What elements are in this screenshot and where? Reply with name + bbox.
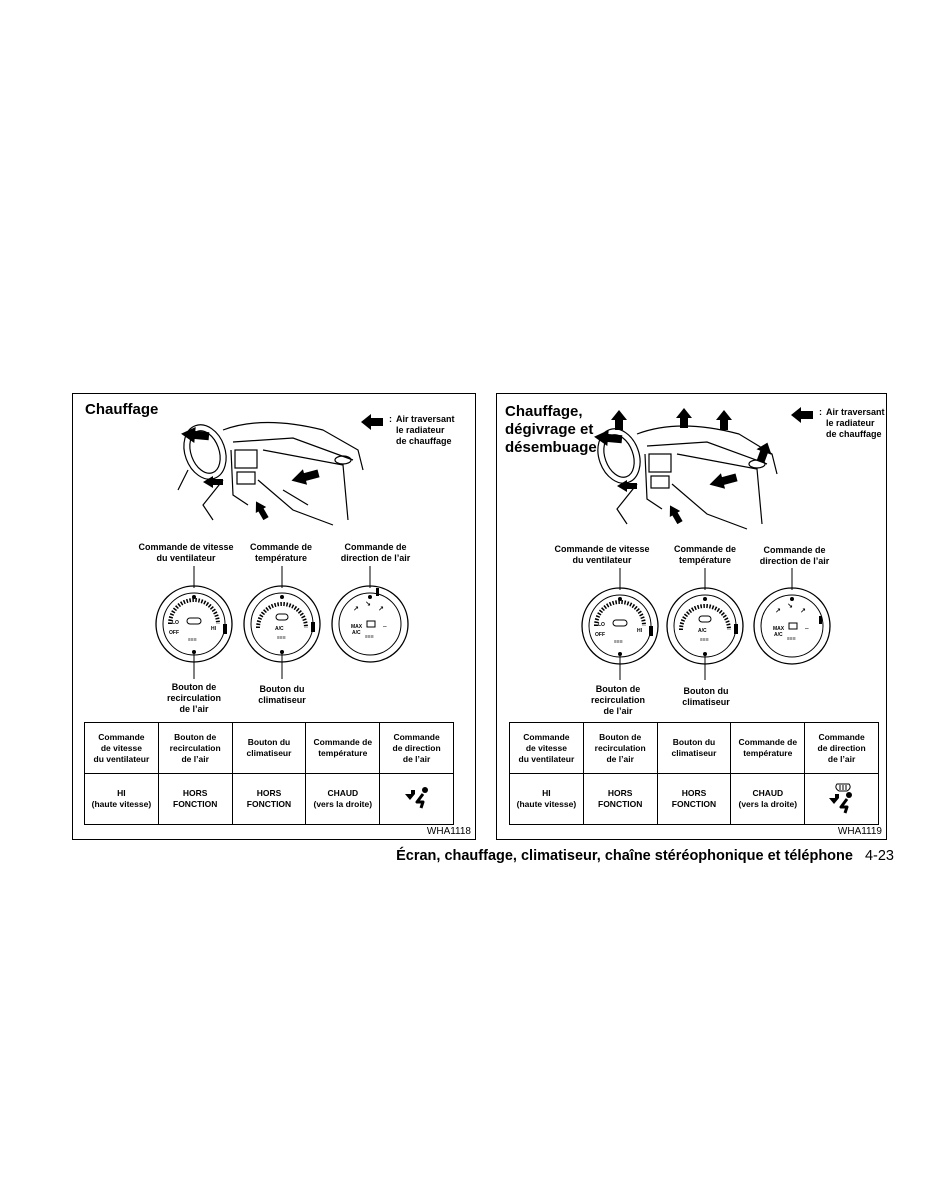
settings-table bbox=[509, 722, 879, 825]
temperature-label: Commande de température bbox=[673, 544, 736, 565]
svg-text:OFF: OFF bbox=[169, 630, 179, 636]
table-cell: HORS FONCTION bbox=[583, 774, 657, 825]
svg-text:≡≡≡: ≡≡≡ bbox=[277, 635, 286, 641]
legend-line: Air traversant bbox=[396, 414, 455, 424]
svg-text:≡≡≡: ≡≡≡ bbox=[700, 637, 709, 643]
control-knobs bbox=[497, 566, 886, 686]
figure-heating-defrost bbox=[496, 393, 887, 840]
legend-line: de chauffage bbox=[826, 429, 882, 439]
figure-title: Chauffage bbox=[85, 401, 159, 418]
page-number: 4-23 bbox=[864, 848, 894, 864]
svg-text:A/C: A/C bbox=[352, 630, 361, 636]
legend-line: Air traversant bbox=[826, 407, 885, 417]
ac-label: Bouton du climatiseur bbox=[682, 686, 730, 707]
table-cell: HI (haute vitesse) bbox=[510, 774, 584, 825]
dashboard-illustration bbox=[589, 406, 789, 541]
temperature-label: Commande de température bbox=[249, 542, 312, 563]
table-cell: HI (haute vitesse) bbox=[85, 774, 159, 825]
legend-line: le radiateur bbox=[826, 418, 875, 428]
header-cell: Bouton du climatiseur bbox=[657, 723, 731, 774]
header-cell: Commande de vitesse du ventilateur bbox=[85, 723, 159, 774]
header-cell: Commande de direction de l’air bbox=[380, 723, 454, 774]
header-cell: Commande de direction de l’air bbox=[805, 723, 879, 774]
svg-text:MAX: MAX bbox=[351, 624, 363, 630]
legend-line: de chauffage bbox=[396, 436, 452, 446]
table-cell: HORS FONCTION bbox=[232, 774, 306, 825]
table-cell bbox=[380, 774, 454, 825]
svg-text:↘: ↘ bbox=[787, 603, 793, 610]
figure-heating bbox=[72, 393, 476, 840]
air-direction-knob bbox=[754, 568, 830, 664]
fan-speed-label: Commande de vitesse du ventilateur bbox=[554, 544, 650, 565]
svg-text:A/C: A/C bbox=[275, 626, 284, 632]
svg-text:↘: ↘ bbox=[365, 601, 371, 608]
legend: : Air traversant le radiateur de chauffage bbox=[791, 407, 885, 440]
foot-vent-icon bbox=[403, 786, 431, 810]
settings-table bbox=[84, 722, 454, 825]
svg-text:LO: LO bbox=[598, 622, 605, 628]
control-knobs bbox=[73, 564, 473, 684]
svg-text:⌔: ⌔ bbox=[382, 626, 388, 632]
figure-code: WHA1119 bbox=[837, 826, 882, 837]
svg-text:≡≡≡: ≡≡≡ bbox=[365, 634, 374, 640]
table-cell: CHAUD (vers la droite) bbox=[306, 774, 380, 825]
svg-text:A/C: A/C bbox=[774, 632, 783, 638]
svg-text:OFF: OFF bbox=[595, 632, 605, 638]
table-cell: CHAUD (vers la droite) bbox=[731, 774, 805, 825]
header-cell: Commande de température bbox=[731, 723, 805, 774]
svg-text:HI: HI bbox=[211, 626, 216, 632]
svg-text:⌔: ⌔ bbox=[804, 628, 810, 634]
table-cell bbox=[805, 774, 879, 825]
header-cell: Commande de vitesse du ventilateur bbox=[510, 723, 584, 774]
air-direction-knob bbox=[332, 566, 408, 662]
table-cell: HORS FONCTION bbox=[158, 774, 232, 825]
header-cell: Bouton de recirculation de l’air bbox=[583, 723, 657, 774]
page-footer bbox=[0, 848, 894, 864]
ac-label: Bouton du climatiseur bbox=[258, 684, 306, 705]
svg-text:A/C: A/C bbox=[698, 628, 707, 634]
table-cell: HORS FONCTION bbox=[657, 774, 731, 825]
header-cell: Commande de température bbox=[306, 723, 380, 774]
air-direction-label: Commande de direction de l’air bbox=[759, 545, 830, 566]
svg-text:≡≡≡: ≡≡≡ bbox=[787, 636, 796, 642]
air-direction-label: Commande de direction de l’air bbox=[340, 542, 411, 563]
recirc-label: Bouton de recirculation de l’air bbox=[166, 682, 222, 714]
temperature-knob bbox=[667, 568, 743, 680]
svg-text:↗: ↗ bbox=[378, 606, 384, 613]
fan-speed-knob bbox=[582, 568, 658, 680]
legend-line: le radiateur bbox=[396, 425, 445, 435]
defrost-foot-icon bbox=[827, 782, 857, 814]
figure-code: WHA1118 bbox=[426, 826, 471, 837]
recirc-label: Bouton de recirculation de l’air bbox=[590, 684, 646, 716]
svg-text:↗: ↗ bbox=[800, 608, 806, 615]
airflow-arrow-icon bbox=[791, 407, 813, 423]
svg-text:LO: LO bbox=[172, 620, 179, 626]
fan-speed-label: Commande de vitesse du ventilateur bbox=[138, 542, 234, 563]
svg-text:MAX: MAX bbox=[773, 626, 785, 632]
header-cell: Bouton du climatiseur bbox=[232, 723, 306, 774]
svg-text:↗: ↗ bbox=[775, 608, 781, 615]
svg-text:↗: ↗ bbox=[353, 606, 359, 613]
figure-title: Chauffage, dégivrage et désembuage bbox=[505, 403, 597, 456]
dashboard-illustration bbox=[173, 410, 373, 535]
svg-text:HI: HI bbox=[637, 628, 642, 634]
svg-text:≡≡≡: ≡≡≡ bbox=[188, 637, 197, 643]
header-cell: Bouton de recirculation de l’air bbox=[158, 723, 232, 774]
fan-speed-knob bbox=[156, 566, 232, 679]
footer-title: Écran, chauffage, climatiseur, chaîne stéréophonique et téléphone bbox=[396, 848, 853, 864]
temperature-knob bbox=[244, 566, 320, 679]
legend: : Air traversant le radiateur de chauffage bbox=[361, 414, 455, 447]
svg-text:≡≡≡: ≡≡≡ bbox=[614, 639, 623, 645]
